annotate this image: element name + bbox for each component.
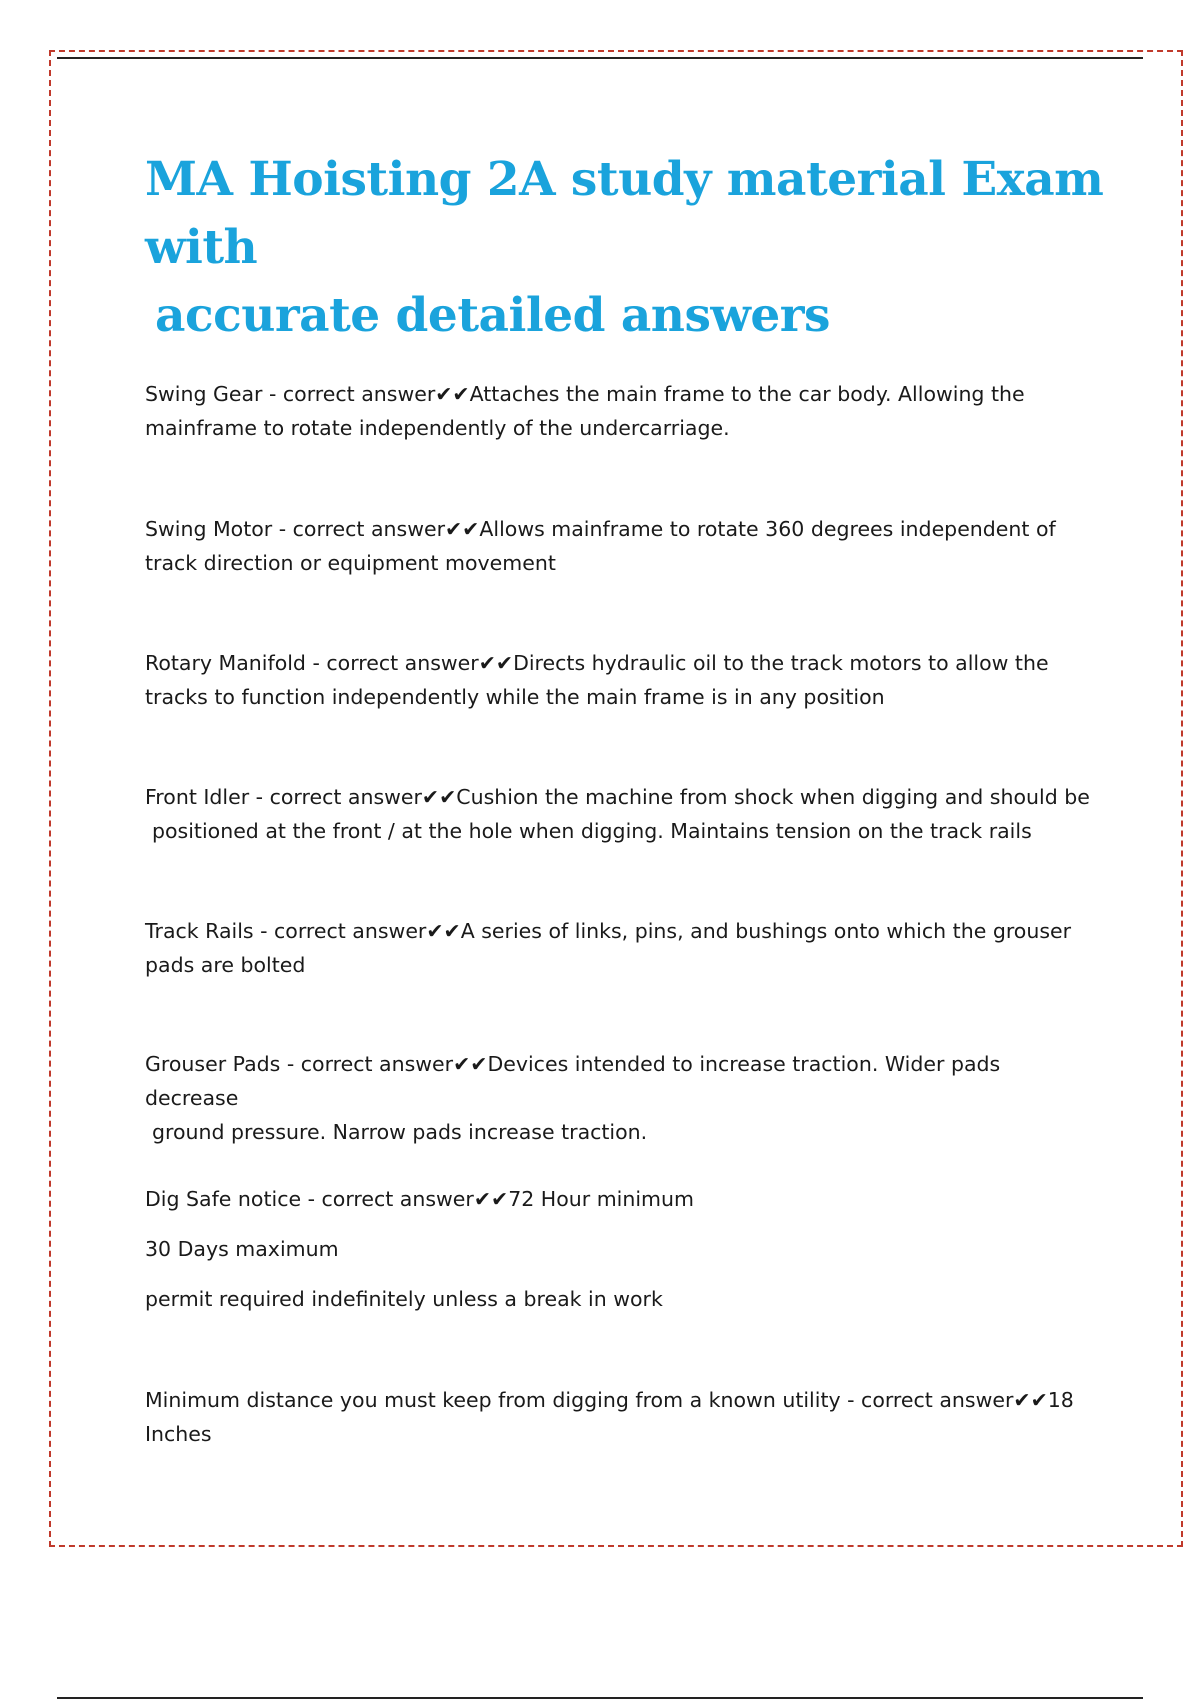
title-line-1: MA Hoisting 2A study material Exam with: [145, 152, 1104, 275]
qa-entry-line: positioned at the front / at the hole when digging. Maintains tension on the track rails: [152, 819, 1032, 843]
qa-entry-minimum-distance: [145, 1383, 1095, 1451]
qa-entry-line: pads are bolted: [145, 953, 306, 977]
qa-entry-swing-gear: [145, 377, 1095, 445]
document-title: [145, 146, 1105, 350]
qa-entry-line: Track Rails - correct answer✔✔A series of links, pins, and bushings onto which the grouser: [145, 919, 1072, 943]
qa-entry-line: Inches: [145, 1422, 212, 1446]
qa-entry-line: Dig Safe notice - correct answer✔✔72 Hour minimum: [145, 1187, 694, 1211]
qa-entry-grouser-pads: [145, 1047, 1095, 1149]
footer-rule: [57, 1697, 1143, 1699]
qa-entry-line: track direction or equipment movement: [145, 551, 556, 575]
qa-entry-line: Swing Motor - correct answer✔✔Allows mainframe to rotate 360 degrees independent of: [145, 517, 1056, 541]
title-line-2: accurate detailed answers: [155, 288, 830, 343]
qa-entry-dig-safe-notice: [145, 1182, 1095, 1316]
qa-entry-swing-motor: [145, 512, 1095, 580]
qa-entry-track-rails: [145, 914, 1095, 982]
qa-entry-line: permit required indefinitely unless a break in work: [145, 1287, 663, 1311]
qa-entry-rotary-manifold: [145, 646, 1095, 714]
qa-entry-line: Front Idler - correct answer✔✔Cushion the machine from shock when digging and should be: [145, 785, 1090, 809]
qa-entry-line: Minimum distance you must keep from digging from a known utility - correct answer✔✔18: [145, 1388, 1074, 1412]
qa-entry-line: ground pressure. Narrow pads increase traction.: [152, 1120, 648, 1144]
qa-entry-line: mainframe to rotate independently of the undercarriage.: [145, 416, 730, 440]
qa-entry-front-idler: [145, 780, 1095, 848]
qa-entry-line: 30 Days maximum: [145, 1237, 339, 1261]
header-rule: [57, 57, 1143, 59]
qa-entry-line: tracks to function independently while the main frame is in any position: [145, 685, 885, 709]
qa-entry-line: Rotary Manifold - correct answer✔✔Directs hydraulic oil to the track motors to allow the: [145, 651, 1049, 675]
qa-entry-line: Swing Gear - correct answer✔✔Attaches the main frame to the car body. Allowing the: [145, 382, 1025, 406]
qa-entry-line: Grouser Pads - correct answer✔✔Devices intended to increase traction. Wider pads decrease: [145, 1052, 1001, 1110]
